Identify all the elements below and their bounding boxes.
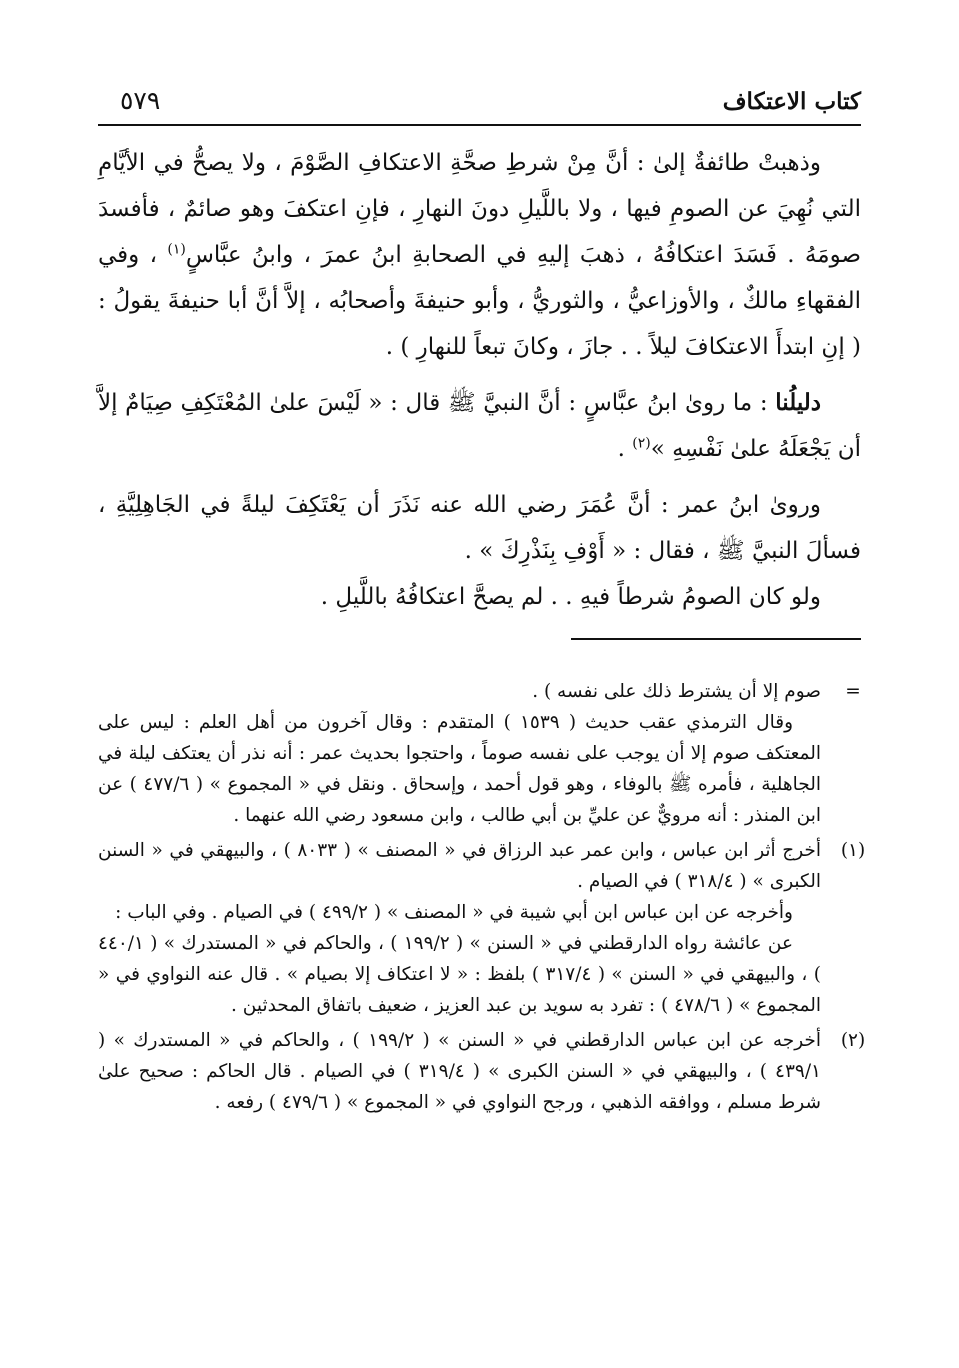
paragraph-text: ، وفي الفقهاءِ مالكٌ ، والأوزاعيُّ ، والثوريُّ ، وأبو حنيفةَ وأصحابُه ، إلاَّ أنَّ أبا حنيفةَ يقولُ : ( إنِ ابتدأَ الاعتكافَ ليلاً . . جازَ ، وكانَ تبعاً للنهارِ ) . bbox=[98, 242, 861, 360]
paragraph-text: وذهبتْ طائفةٌ إلىٰ : أنَّ مِنْ شرطِ صحَّةِ الاعتكافِ الصَّوْمَ ، ولا يصحُّ في الأيَّامِ التي نُهِيَ عن الصومِ فيها ، ولا باللَّيلِ دونَ النهارِ ، فإنِ اعتكفَ وهو صائمٌ ، فأفسدَ صومَهُ . فَسَدَ اعتكافُهُ ، ذهبَ إليهِ في الصحابةِ ابنُ عمرَ ، وابنُ عبَّاسٍ bbox=[98, 150, 861, 268]
footnote-text: وقال الترمذي عقب حديث ( ١٥٣٩ ) المتقدم : وقال آخرون من أهل العلم : ليس على المعتكف صوم إلا أن يوجب على نفسه صوماً ، واحتجوا بحديث عمر : أنه نذر أن يعتكف ليلة في الجاهلية ، فأمره ﷺ بالوفاء ، وهو قول أحمد ، وإسحاق . ونقل في « المجموع » ( ٤٧٧/٦ ) عن ابن المنذر : أنه مرويٌّ عن عليِّ بن أبي طالب ، وابن مسعود رضي الله عنهما . bbox=[98, 712, 821, 826]
footnote-text: عن عائشة رواه الدارقطني في « السنن » ( ١٩٩/٢ ) ، والحاكم في « المستدرك » ( ٤٤٠/١ ) ، والبيهقي في « السنن » ( ٣١٧/٤ ) بلفظ : « لا اعتكاف إلا بصيام » . قال عنه النواوي في « المجموع » ( ٤٧٨/٦ ) : تفرد به سويد بن عبد العزيز ، ضعيف باتفاق المحدثين . bbox=[98, 933, 821, 1016]
keyword-label: دليلُنا bbox=[775, 389, 822, 416]
footnote-ref-1: (١) bbox=[167, 241, 186, 258]
header-rule bbox=[98, 124, 861, 126]
paragraph-text: : ما رویٰ ابنُ عبَّاسٍ : أنَّ النبيَّ ﷺ قال : « لَيْسَ علىٰ المُعْتَكِفِ صِيَامٌ إلاَّ أن يَجْعَلَهُ علىٰ نَفْسِهِ » bbox=[98, 390, 861, 462]
paragraph-narration: ورویٰ ابنُ عمر : أنَّ عُمَرَ رضي الله عنه نَذَرَ أن يَعْتَكِفَ ليلةً في الجَاهِلِيَّةِ ، فسألَ النبيَّ ﷺ ، فقال : « أَوْفِ بِنَذْرِكَ » . bbox=[98, 492, 861, 564]
footnote-mark: (٢) bbox=[840, 1030, 866, 1051]
page-number: ٥٧٩ bbox=[120, 86, 161, 115]
main-text bbox=[98, 140, 861, 620]
footnote-continued bbox=[98, 676, 873, 831]
paragraph-conclusion: ولو كان الصومُ شرطاً فيهِ . . لم يصحَّ اعتكافُهُ باللَّيلِ . bbox=[320, 584, 821, 610]
footnote-mark: (١) bbox=[840, 840, 866, 861]
footnote-1 bbox=[98, 835, 873, 1021]
paragraph-evidence bbox=[98, 380, 861, 472]
footnote-mark: = bbox=[845, 681, 861, 702]
footnote-text: أخرجه عن ابن عباس الدارقطني في « السنن » ( ١٩٩/٢ ) ، والحاكم في « المستدرك » ( ٤٣٩/١ ) ، والبيهقي في « السنن الكبرى » ( ٣١٩/٤ ) في الصيام . قال الحاكم : صحيح علىٰ شرط مسلم ، ووافقه الذهبي ، ورجح النواوي في « المجموع » ( ٤٧٩/٦ ) رفعه . bbox=[98, 1030, 821, 1113]
footnote-text: صوم إلا أن يشترط ذلك على نفسه ) . bbox=[532, 681, 821, 702]
footnote-ref-2: (٢) bbox=[632, 435, 651, 452]
footnote-2 bbox=[98, 1025, 873, 1118]
footnotes bbox=[98, 676, 873, 1118]
running-title: كتاب الاعتكاف bbox=[722, 88, 861, 115]
paragraph-text: . bbox=[617, 436, 633, 462]
page-header bbox=[98, 84, 861, 124]
paragraph-opinion bbox=[98, 140, 861, 370]
footnote-separator bbox=[571, 638, 861, 640]
footnote-text: وأخرجه عن ابن عباس ابن أبي شيبة في « المصنف » ( ٤٩٩/٢ ) في الصيام . وفي الباب : bbox=[115, 902, 793, 923]
footnote-text: أخرج أثر ابن عباس ، وابن عمر عبد الرزاق في « المصنف » ( ٨٠٣٣ ) ، والبيهقي في « السنن الكبرى » ( ٣١٨/٤ ) في الصيام . bbox=[98, 840, 821, 892]
